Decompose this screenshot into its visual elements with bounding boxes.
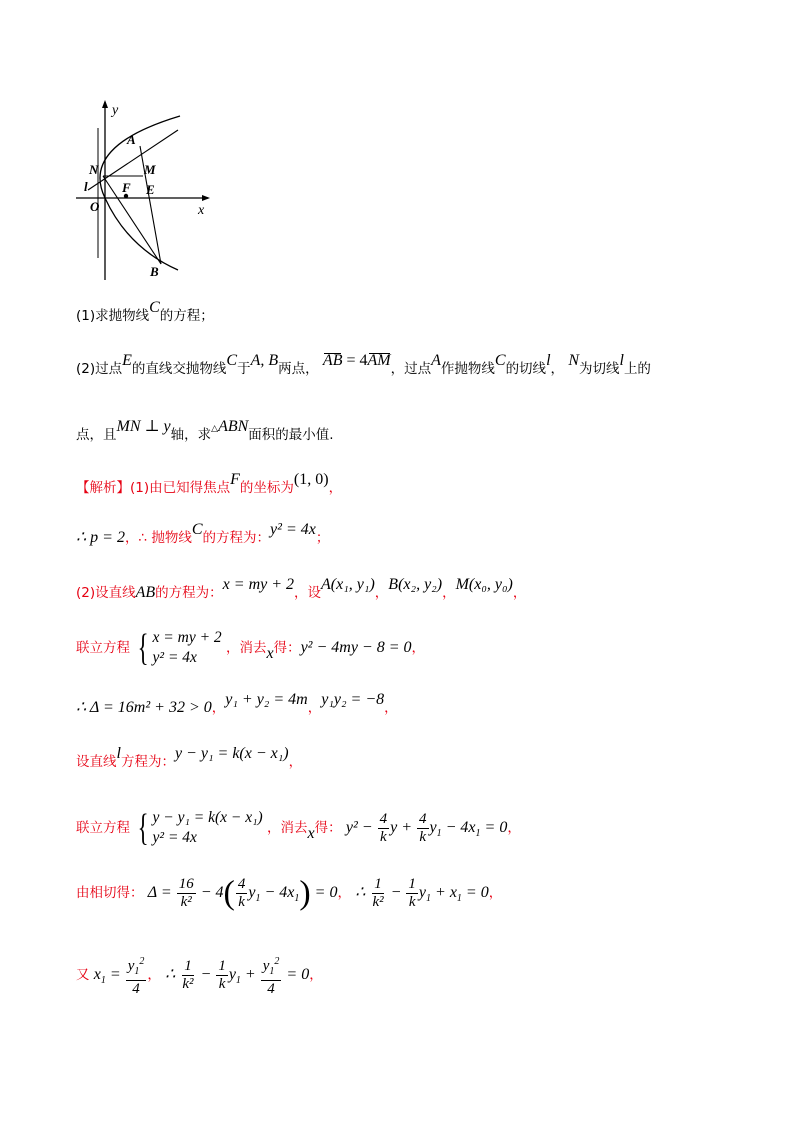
question-2-line-2: 点，且MN ⊥ y轴，求△ABN面积的最小值. [76,418,334,443]
label-E: E [146,182,155,197]
question-2-line-1: (2)过点E的直线交抛物线C于A, B两点， AB = 4AM，过点A作抛物线C的切线l， N为切线l上的 [76,352,651,377]
label-B: B [150,264,159,279]
solution-line-6: 设直线l方程为：y − y₁ = k(x − x₁)， [76,745,303,770]
system-of-equations-1: { x = my + 2 y² = 4x [137,627,222,669]
solution-line-8: 由相切得： Δ = $\frac{16}{\text{k²}}$ − 4( $\frac{4}{k}$ $y_1 - 4x_1) = 0$， ∴ $\frac{1}{\text{k²}}$ − $\frac{1}{k}$ $y_1 + x_1 = 0$， [76,874,503,912]
label-F: F [122,180,131,195]
solution-line-1: 【解析】(1)由已知得焦点F的坐标为(1, 0)， [76,471,343,496]
equation-8a: Δ = $\frac{16}{\text{k²}}$ − 4( $\frac{4}{k}$ $y_1 - 4x_1) = 0$ [147,874,338,912]
label-y: y [112,103,119,118]
label-O: O [90,199,100,214]
label-N: N [89,162,99,177]
x-axis-arrow [202,195,210,201]
question-1: (1)求抛物线C的方程； [76,299,214,324]
equation-9a: $x_1$ = $\frac{y_1^2}{4}$ [94,966,148,983]
label-x: x [198,203,205,218]
solution-line-2: ∴ p = 2，∴ 抛物线C的方程为：y² = 4x； [76,521,330,546]
equation-8b: ∴ $\frac{1}{\text{k²}}$ − $\frac{1}{k}$ $y_1 + x_1 = 0$ [355,876,489,910]
label-M: M [144,162,156,177]
equation-9b: ∴ $\frac{1}{\text{k²}}$ − $\frac{1}{k}$ $y_1$ + $\frac{y_1^2}{4}$ = 0 [165,966,309,983]
parabola-curve [100,116,180,270]
vector-AB: AB [322,352,343,369]
equation-7: y² − $\frac{4}{k}$ y + $\frac{4}{k}$ $y_1 - 4x_1 = 0$ [345,810,508,845]
y-axis-arrow [102,100,108,108]
solution-tag: 【解析】 [76,480,130,496]
label-l: l [84,179,88,194]
solution-line-7: 联立方程 { y − y₁ = k(x − x₁) y² = 4x ，消去x得： y² − $\frac{4}{k}$ y + $\frac{4}{k}$ $y_1 - 4x_1 = 0$， [76,807,521,849]
parabola-figure [68,98,218,288]
vector-AM: AM [367,352,391,369]
solution-line-3: (2)设直线AB的方程为：x = my + 2，设A(x₁, y₁)，B(x₂, y₂)，M(x₀, y₀)， [76,576,527,601]
solution-line-9: 又 $x_1$ = $\frac{y_1^2}{4}$ ， ∴ $\frac{1}{\text{k²}}$ − $\frac{1}{k}$ $y_1$ + $\frac{y_1^2}{4}$ = 0， [76,953,323,998]
label-A: A [127,132,136,147]
system-of-equations-2: { y − y₁ = k(x − x₁) y² = 4x [137,807,263,849]
solution-line-5: ∴ Δ = 16m² + 32 > 0，y₁ + y₂ = 4m，y₁y₂ = −8， [76,691,398,716]
solution-line-4: 联立方程 { x = my + 2 y² = 4x ，消去x得：y² − 4my − 8 = 0， [76,627,426,669]
